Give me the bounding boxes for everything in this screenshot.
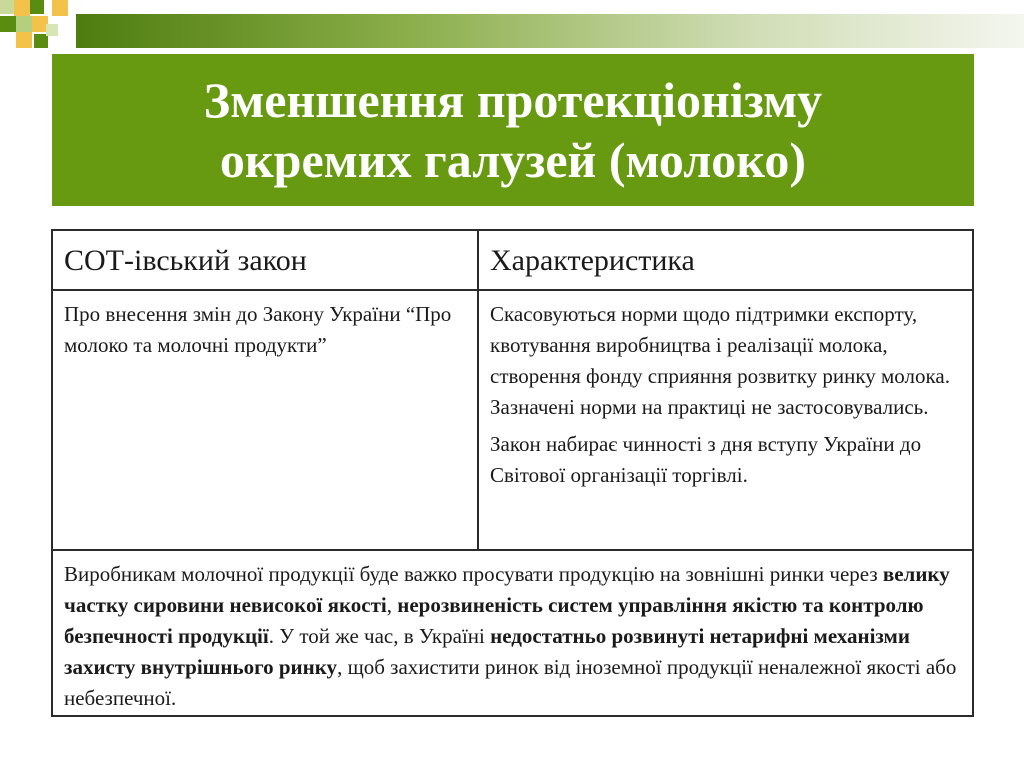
decor-square bbox=[16, 16, 32, 32]
table-header-row bbox=[53, 231, 972, 291]
decor-square bbox=[16, 32, 32, 48]
characteristic-paragraph-2: Закон набирає чинності з дня вступу України до Світової організації торгівлі. bbox=[490, 432, 922, 487]
header-characteristic: Характеристика bbox=[490, 244, 695, 277]
summary-text-part: Виробникам молочної продукції буде важко просувати продукцію на зовнішні ринки через bbox=[64, 562, 883, 586]
summary-text-part: , bbox=[386, 593, 398, 617]
summary-text-part: , щоб захистити ринок від іноземної продукції неналежної якості або небезпечної. bbox=[64, 655, 957, 710]
decor-square bbox=[0, 16, 16, 32]
characteristic-cell bbox=[479, 291, 972, 549]
header-law: СОТ-івський закон bbox=[53, 231, 479, 289]
law-text: Про внесення змін до Закону України “Про молоко та молочні продукти” bbox=[64, 302, 452, 357]
summary-text-part: . У той же час, в Україні bbox=[268, 624, 491, 648]
decor-square bbox=[0, 0, 14, 14]
summary-text bbox=[53, 551, 972, 714]
summary-bold-part: недостатньо розвинуті нетарифні механізми захисту внутрішнього ринку bbox=[64, 624, 910, 679]
summary-bold-part: велику частку сировини невисокої якості bbox=[64, 562, 950, 617]
law-table bbox=[51, 229, 974, 717]
decor-square bbox=[14, 0, 30, 16]
decor-square bbox=[46, 24, 58, 36]
slide-title: Зменшення протекціонізму окремих галузей (молоко) bbox=[203, 72, 823, 188]
slide-title-box bbox=[52, 54, 974, 206]
decor-square bbox=[30, 0, 44, 14]
law-cell bbox=[53, 291, 479, 549]
table-row bbox=[53, 291, 972, 551]
header-gradient-band bbox=[76, 14, 1024, 48]
decor-square bbox=[34, 34, 48, 48]
table-summary-row bbox=[53, 551, 972, 715]
summary-bold-part: нерозвиненість систем управління якістю та контролю безпечності продукції bbox=[64, 593, 924, 648]
decor-square bbox=[52, 0, 68, 16]
characteristic-paragraph-1: Скасовуються норми щодо підтримки експорту, квотування виробництва і реалізації молока, створення фонду сприяння розвитку ринку молока. Зазначені норми на практиці не застосовувались. bbox=[490, 302, 950, 419]
